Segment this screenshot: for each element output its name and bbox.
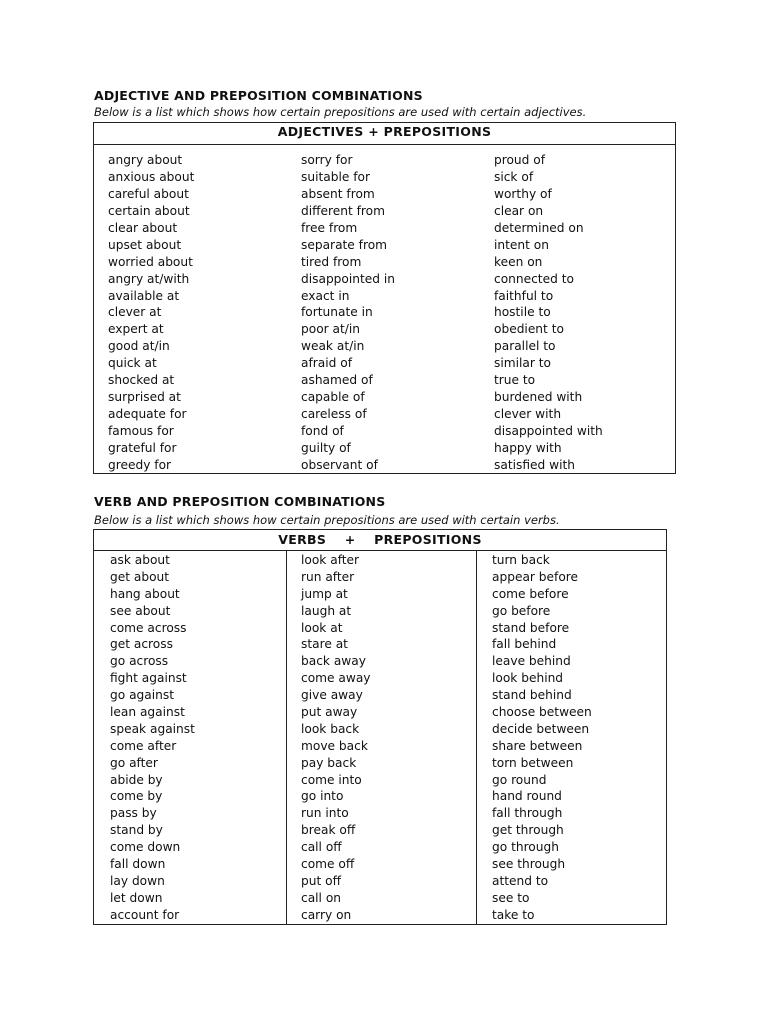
adjective-preposition-item: good at/in bbox=[108, 339, 170, 354]
adjective-preposition-item: suitable for bbox=[301, 169, 370, 184]
verb-preposition-item: come into bbox=[301, 772, 362, 787]
verb-preposition-item: get about bbox=[110, 569, 170, 584]
verb-preposition-item: turn back bbox=[492, 553, 550, 567]
verb-preposition-item: lay down bbox=[110, 873, 165, 888]
verb-preposition-item: leave behind bbox=[492, 654, 571, 669]
verb-preposition-item: move back bbox=[301, 738, 368, 753]
adjective-preposition-item: observant of bbox=[301, 457, 378, 472]
verb-preposition-item: look at bbox=[301, 620, 343, 635]
verb-preposition-item: call on bbox=[301, 890, 341, 905]
verb-preposition-item: see to bbox=[492, 890, 530, 905]
adjective-preposition-item: guilty of bbox=[301, 440, 351, 455]
adjective-preposition-item: surprised at bbox=[108, 390, 181, 405]
adjective-preposition-item: anxious about bbox=[108, 169, 195, 184]
verbs-header-rule bbox=[94, 550, 666, 551]
verb-preposition-item: stand by bbox=[110, 823, 163, 838]
adjective-preposition-item: clever with bbox=[494, 407, 562, 422]
adjective-preposition-item: parallel to bbox=[494, 339, 556, 354]
verb-preposition-item: stand behind bbox=[492, 688, 572, 703]
adjective-preposition-item: sick of bbox=[494, 169, 534, 184]
adjective-preposition-item: proud of bbox=[494, 153, 546, 167]
adjective-preposition-item: free from bbox=[301, 220, 358, 235]
verb-preposition-item: attend to bbox=[492, 873, 549, 888]
adjective-preposition-item: available at bbox=[108, 288, 180, 303]
adjective-preposition-item: absent from bbox=[301, 186, 375, 201]
verb-preposition-item: appear before bbox=[492, 569, 579, 584]
verb-preposition-item: give away bbox=[301, 688, 363, 703]
adjective-preposition-item: separate from bbox=[301, 237, 388, 252]
adjective-preposition-item: disappointed in bbox=[301, 271, 395, 286]
adjective-preposition-item: burdened with bbox=[494, 390, 583, 405]
verb-preposition-item: fall through bbox=[492, 806, 563, 821]
verb-preposition-item: hang about bbox=[110, 586, 180, 601]
verb-preposition-item: put away bbox=[301, 705, 358, 720]
verbs-table-header: VERBS + PREPOSITIONS bbox=[278, 532, 482, 547]
verb-preposition-item: come off bbox=[301, 857, 355, 872]
adjective-preposition-item: famous for bbox=[108, 424, 174, 438]
verb-preposition-item: lean against bbox=[110, 705, 185, 720]
verb-preposition-item: pass by bbox=[110, 806, 157, 821]
verb-preposition-item: take to bbox=[492, 907, 535, 922]
verb-preposition-item: come down bbox=[110, 840, 181, 855]
verb-preposition-item: break off bbox=[301, 823, 356, 838]
adjective-preposition-item: faithful to bbox=[494, 288, 554, 303]
adjective-preposition-item: keen on bbox=[494, 254, 543, 269]
verb-preposition-item: come across bbox=[110, 620, 187, 635]
adjective-preposition-item: sorry for bbox=[301, 153, 353, 167]
adjective-preposition-item: weak at/in bbox=[301, 339, 365, 354]
verb-preposition-item: speak against bbox=[110, 721, 195, 736]
verb-preposition-item: go before bbox=[492, 603, 551, 618]
verb-preposition-item: call off bbox=[301, 840, 342, 855]
adjective-preposition-item: greedy for bbox=[108, 457, 172, 472]
verb-preposition-item: stand before bbox=[492, 620, 570, 635]
adjective-preposition-item: connected to bbox=[494, 271, 574, 286]
verb-preposition-item: account for bbox=[110, 907, 180, 922]
verb-preposition-item: fall behind bbox=[492, 637, 557, 652]
adjective-preposition-item: worried about bbox=[108, 254, 193, 269]
verb-preposition-item: go through bbox=[492, 840, 559, 855]
verb-preposition-item: see through bbox=[492, 857, 566, 872]
adjective-preposition-item: poor at/in bbox=[301, 322, 360, 337]
verb-preposition-item: hand round bbox=[492, 789, 562, 804]
verb-preposition-item: ask about bbox=[110, 553, 170, 567]
verb-preposition-item: run into bbox=[301, 806, 349, 821]
adjective-preposition-item: shocked at bbox=[108, 373, 175, 388]
adjective-preposition-item: certain about bbox=[108, 203, 190, 218]
adjective-preposition-item: grateful for bbox=[108, 440, 177, 455]
verb-preposition-item: go across bbox=[110, 654, 169, 669]
adjective-preposition-item: afraid of bbox=[301, 356, 352, 371]
verb-preposition-item: fight against bbox=[110, 671, 187, 686]
adjective-preposition-item: angry at/with bbox=[108, 271, 190, 286]
adjective-preposition-item: expert at bbox=[108, 322, 164, 337]
verb-preposition-item: fall down bbox=[110, 857, 166, 872]
verbs-section-title: VERB AND PREPOSITION COMBINATIONS bbox=[94, 494, 386, 509]
adjective-preposition-item: adequate for bbox=[108, 407, 187, 422]
verb-preposition-item: look back bbox=[301, 721, 360, 736]
verb-preposition-item: abide by bbox=[110, 772, 163, 787]
verbs-column-divider-2 bbox=[476, 550, 477, 924]
adjective-preposition-item: fortunate in bbox=[301, 305, 373, 320]
verb-preposition-item: come after bbox=[110, 738, 177, 753]
adjective-preposition-item: clear about bbox=[108, 220, 178, 235]
verb-preposition-item: torn between bbox=[492, 755, 574, 770]
adjective-preposition-item: upset about bbox=[108, 237, 182, 252]
adjective-preposition-item: worthy of bbox=[494, 186, 552, 201]
adjective-preposition-item: different from bbox=[301, 203, 385, 218]
verb-preposition-item: carry on bbox=[301, 907, 352, 922]
verb-preposition-item: let down bbox=[110, 890, 163, 905]
verb-preposition-item: go against bbox=[110, 688, 174, 703]
adjective-preposition-item: intent on bbox=[494, 237, 549, 252]
verb-preposition-item: run after bbox=[301, 569, 355, 584]
adjective-preposition-item: disappointed with bbox=[494, 424, 603, 438]
verb-preposition-item: go after bbox=[110, 755, 158, 770]
adjectives-header-rule bbox=[94, 144, 675, 145]
verb-preposition-item: see about bbox=[110, 603, 171, 618]
verbs-column-divider-1 bbox=[286, 550, 287, 924]
verb-preposition-item: stare at bbox=[301, 637, 348, 652]
verb-preposition-item: share between bbox=[492, 738, 583, 753]
verbs-column-3 bbox=[492, 552, 592, 924]
adjectives-column-2 bbox=[301, 152, 395, 474]
adjective-preposition-item: tired from bbox=[301, 254, 362, 269]
adjectives-column-1 bbox=[108, 152, 194, 474]
verb-preposition-item: laugh at bbox=[301, 603, 352, 618]
adjective-preposition-item: careful about bbox=[108, 186, 189, 201]
verb-preposition-item: look behind bbox=[492, 671, 564, 686]
adjective-preposition-item: hostile to bbox=[494, 305, 551, 320]
adjectives-section-title: ADJECTIVE AND PREPOSITION COMBINATIONS bbox=[94, 88, 423, 103]
verb-preposition-item: go into bbox=[301, 789, 344, 804]
verb-preposition-item: come before bbox=[492, 586, 569, 601]
verb-preposition-item: look after bbox=[301, 553, 360, 567]
verb-preposition-item: decide between bbox=[492, 721, 590, 736]
verb-preposition-item: back away bbox=[301, 654, 366, 669]
adjective-preposition-item: clear on bbox=[494, 203, 544, 218]
adjective-preposition-item: capable of bbox=[301, 390, 365, 405]
verb-preposition-item: pay back bbox=[301, 755, 357, 770]
verb-preposition-item: choose between bbox=[492, 705, 592, 720]
verb-preposition-item: go round bbox=[492, 772, 547, 787]
adjectives-column-3 bbox=[494, 152, 603, 474]
adjective-preposition-item: careless of bbox=[301, 407, 367, 422]
verb-preposition-item: get across bbox=[110, 637, 173, 652]
adjectives-section-description: Below is a list which shows how certain prepositions are used with certain adjectives. bbox=[94, 105, 587, 119]
adjectives-table bbox=[93, 122, 676, 474]
adjective-preposition-item: fond of bbox=[301, 424, 344, 438]
verbs-column-2 bbox=[301, 552, 371, 924]
adjective-preposition-item: similar to bbox=[494, 356, 551, 371]
verbs-section-description: Below is a list which shows how certain prepositions are used with certain verbs. bbox=[94, 513, 560, 527]
adjective-preposition-item: satisfied with bbox=[494, 457, 575, 472]
adjective-preposition-item: determined on bbox=[494, 220, 584, 235]
verb-preposition-item: come by bbox=[110, 789, 163, 804]
verb-preposition-item: get through bbox=[492, 823, 564, 838]
adjective-preposition-item: ashamed of bbox=[301, 373, 373, 388]
adjectives-table-header: ADJECTIVES + PREPOSITIONS bbox=[277, 124, 492, 139]
verbs-table bbox=[93, 529, 667, 925]
verb-preposition-item: come away bbox=[301, 671, 371, 686]
adjective-preposition-item: obedient to bbox=[494, 322, 564, 337]
adjective-preposition-item: angry about bbox=[108, 153, 183, 167]
verb-preposition-item: jump at bbox=[301, 586, 348, 601]
verb-preposition-item: put off bbox=[301, 873, 341, 888]
adjective-preposition-item: happy with bbox=[494, 440, 562, 455]
adjective-preposition-item: clever at bbox=[108, 305, 162, 320]
adjective-preposition-item: exact in bbox=[301, 288, 350, 303]
verbs-column-1 bbox=[110, 552, 195, 924]
adjective-preposition-item: quick at bbox=[108, 356, 157, 371]
adjective-preposition-item: true to bbox=[494, 373, 536, 388]
